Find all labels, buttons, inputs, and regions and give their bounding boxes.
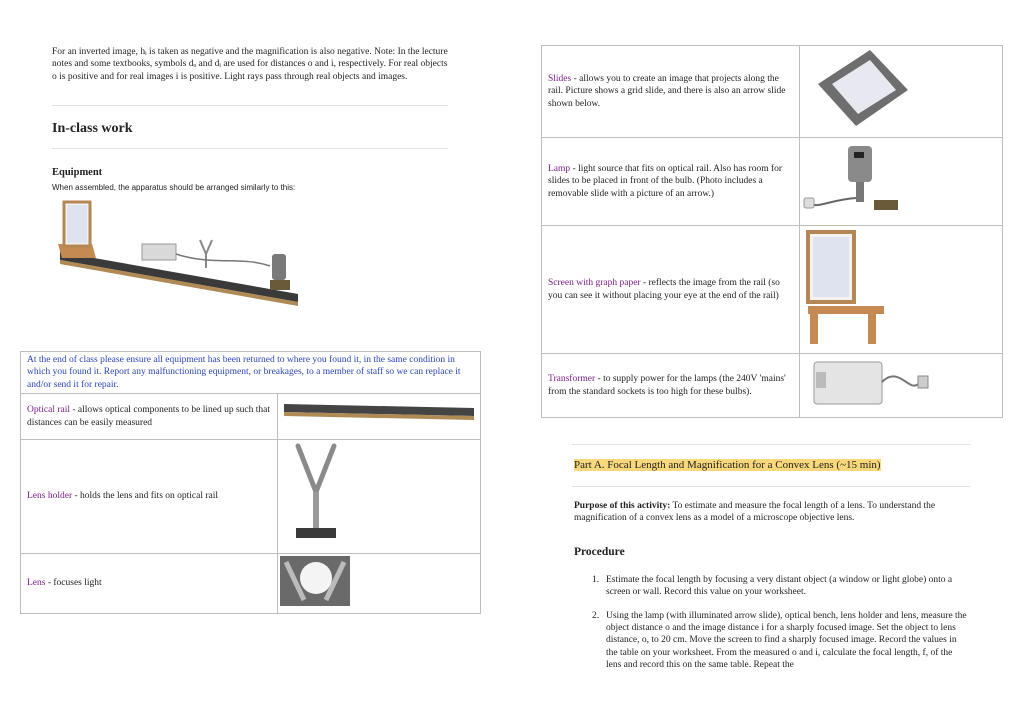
part-title xyxy=(574,459,881,471)
equipment-table-left xyxy=(20,351,481,614)
divider xyxy=(52,105,448,106)
step-number: 2. xyxy=(592,611,600,621)
notice-cell xyxy=(21,352,481,394)
table-row xyxy=(542,138,1003,226)
slides-text: Slides - allows you to create an image that projects along the rail. Picture shows a grid slide, and there is also an arrow slide shown below. xyxy=(548,74,786,109)
optical-rail-text: Optical rail - allows optical components to be lined up such that distances can be easily measured xyxy=(27,405,270,428)
lens-term: Lens xyxy=(27,578,46,589)
screen-text: Screen with graph paper - reflects the image from the rail (so you can see it without placing your eye at the end of the rail) xyxy=(548,278,780,301)
purpose-paragraph xyxy=(574,500,969,525)
equipment-title: Equipment xyxy=(52,167,103,178)
screen-image xyxy=(800,226,1000,348)
table-row xyxy=(21,394,481,440)
transformer-image xyxy=(800,354,1000,412)
lens-holder-image xyxy=(278,440,478,548)
transformer-text: Transformer - to supply power for the lamps (the 240V 'mains' from the standard sockets is too high for these bulbs). xyxy=(548,374,786,397)
purpose-text: To estimate and measure the focal length of a lens. To understand the magnification of a convex lens as a model of a microscope objective lens. xyxy=(574,501,936,524)
slide-image xyxy=(800,46,1000,132)
slides-term: Slides xyxy=(548,74,572,85)
divider xyxy=(52,148,448,149)
section-title: In-class work xyxy=(52,121,133,136)
lamp-image xyxy=(800,138,1000,220)
table-row xyxy=(542,226,1003,354)
part-title-text: Part A. Focal Length and Magnification for a Convex Lens (~15 min) xyxy=(574,459,881,471)
intro-paragraph: For an inverted image, hᵢ is taken as negative and the magnification is also negative. Note: In the lecture notes and some textbooks, symbols dₒ and dᵢ are used for distances o and i, respectively. For real objects o is positive and for real images i is positive. Light rays pass through real objects and images. xyxy=(52,47,448,82)
table-row xyxy=(542,46,1003,138)
divider xyxy=(572,444,970,445)
table-row xyxy=(21,440,481,554)
equipment-table-right xyxy=(541,45,1003,418)
lens-holder-term: Lens holder xyxy=(27,491,73,502)
notice-text: At the end of class please ensure all equipment has been returned to where you found it, in the same condition in which you found it. Report any malfunctioning equipment, or breakages, to a member of staff so we can replace it and/or send it for repair. xyxy=(27,355,461,390)
optical-rail-image xyxy=(278,394,478,434)
lens-image xyxy=(278,554,478,608)
procedure-title: Procedure xyxy=(574,546,625,558)
apparatus-image xyxy=(52,196,302,316)
lamp-term: Lamp xyxy=(548,164,571,175)
table-row xyxy=(21,554,481,614)
step-text: Using the lamp (with illuminated arrow slide), optical bench, lens holder and lens, measure the object distance o and the image distance i for a sharply focused image. Set the object to lens distance, o, to 20 cm. Move the screen to find a sharply focused image. Record the values in the table on your worksheet. From the measured o and i, calculate the focal length, f, of the lens and record this on the same table. Repeat the xyxy=(606,611,967,670)
screen-term: Screen with graph paper xyxy=(548,278,641,289)
lens-text: Lens - focuses light xyxy=(27,578,102,589)
equipment-caption: When assembled, the apparatus should be arranged similarly to this: xyxy=(52,183,296,192)
purpose-label: Purpose of this activity: xyxy=(574,501,671,511)
transformer-term: Transformer xyxy=(548,374,596,385)
step-text: Estimate the focal length by focusing a very distant object (a window or light globe) onto a screen or wall. Record this value on your worksheet. xyxy=(606,575,953,598)
lens-holder-text: Lens holder - holds the lens and fits on optical rail xyxy=(27,491,219,502)
step-number: 1. xyxy=(592,575,600,585)
table-row xyxy=(542,354,1003,418)
divider xyxy=(572,486,970,487)
lamp-text: Lamp - light source that fits on optical rail. Also has room for slides to be placed in front of the bulb. (Photo includes a removable slide with a picture of an arrow.) xyxy=(548,164,783,199)
optical-rail-term: Optical rail xyxy=(27,405,70,416)
